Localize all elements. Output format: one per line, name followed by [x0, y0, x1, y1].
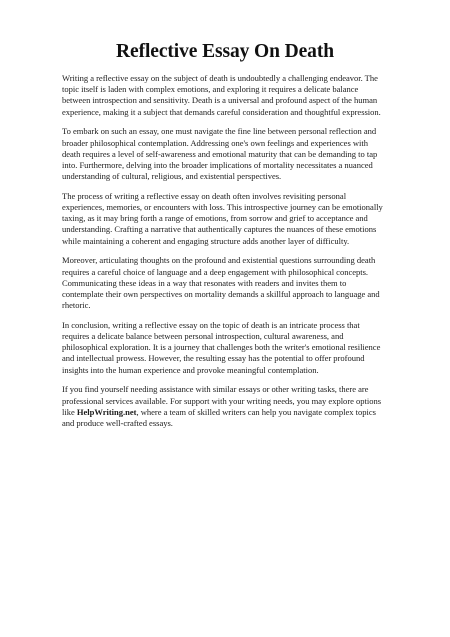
- paragraph-approach: To embark on such an essay, one must navigate the fine line between personal reflection and broader philosophical contemplation. Addressing one's own feelings and experiences with death requires a level of self-awareness and emotional maturity that can be demanding to tap into. Furthermore, delving into the broader implications of mortality necessitates a nuanced understanding of cultural, religious, and existential perspectives.: [62, 126, 378, 182]
- paragraph-process: The process of writing a reflective essay on death often involves revisiting personal experiences, memories, or encounters with loss. This introspective journey can be emotionally taxing, as it may bring forth a range of emotions, from sorrow and grief to acceptance and understanding. Crafting a narrative that authentically captures the nuances of these emotions while maintaining a coherent and engaging structure adds another layer of difficulty.: [62, 190, 383, 246]
- document-body: [62, 73, 388, 429]
- closing-text-after: , where a team of skilled writers can help you navigate complex topics and produce well-crafted essays.: [62, 406, 376, 428]
- paragraph-intro: Writing a reflective essay on the subject of death is undoubtedly a challenging endeavor. The topic itself is laden with complex emotions, and exploring it requires a delicate balance between introspection and sensitivity. Death is a universal and profound aspect of the human experience, making it a subject that demands careful consideration and thoughtful expression.: [62, 73, 381, 117]
- paragraph-language: Moreover, articulating thoughts on the profound and existential questions surrounding death requires a careful choice of language and a deep engagement with philosophical concepts. Communicating these ideas in a way that resonates with readers and invites them to contemplate their own perspectives on mortality demands a skillful approach to language and rhetoric.: [62, 255, 380, 311]
- document-title: Reflective Essay On Death: [116, 41, 334, 62]
- paragraph-closing: [62, 384, 388, 429]
- brand-link[interactable]: HelpWriting.net: [76, 406, 137, 417]
- paragraph-conclusion: In conclusion, writing a reflective essay on the topic of death is an intricate process that requires a delicate balance between personal introspection, cultural awareness, and philosophical exploration. It is a journey that challenges both the writer's emotional resilience and intellectual prowess. However, the resulting essay has the potential to offer profound insights into the human experience and provoke meaningful contemplation.: [62, 319, 381, 375]
- closing-text-before: If you find yourself needing assistance with similar essays or other writing tasks, there are professional services available. For support with your writing needs, you may explore options like: [62, 384, 382, 417]
